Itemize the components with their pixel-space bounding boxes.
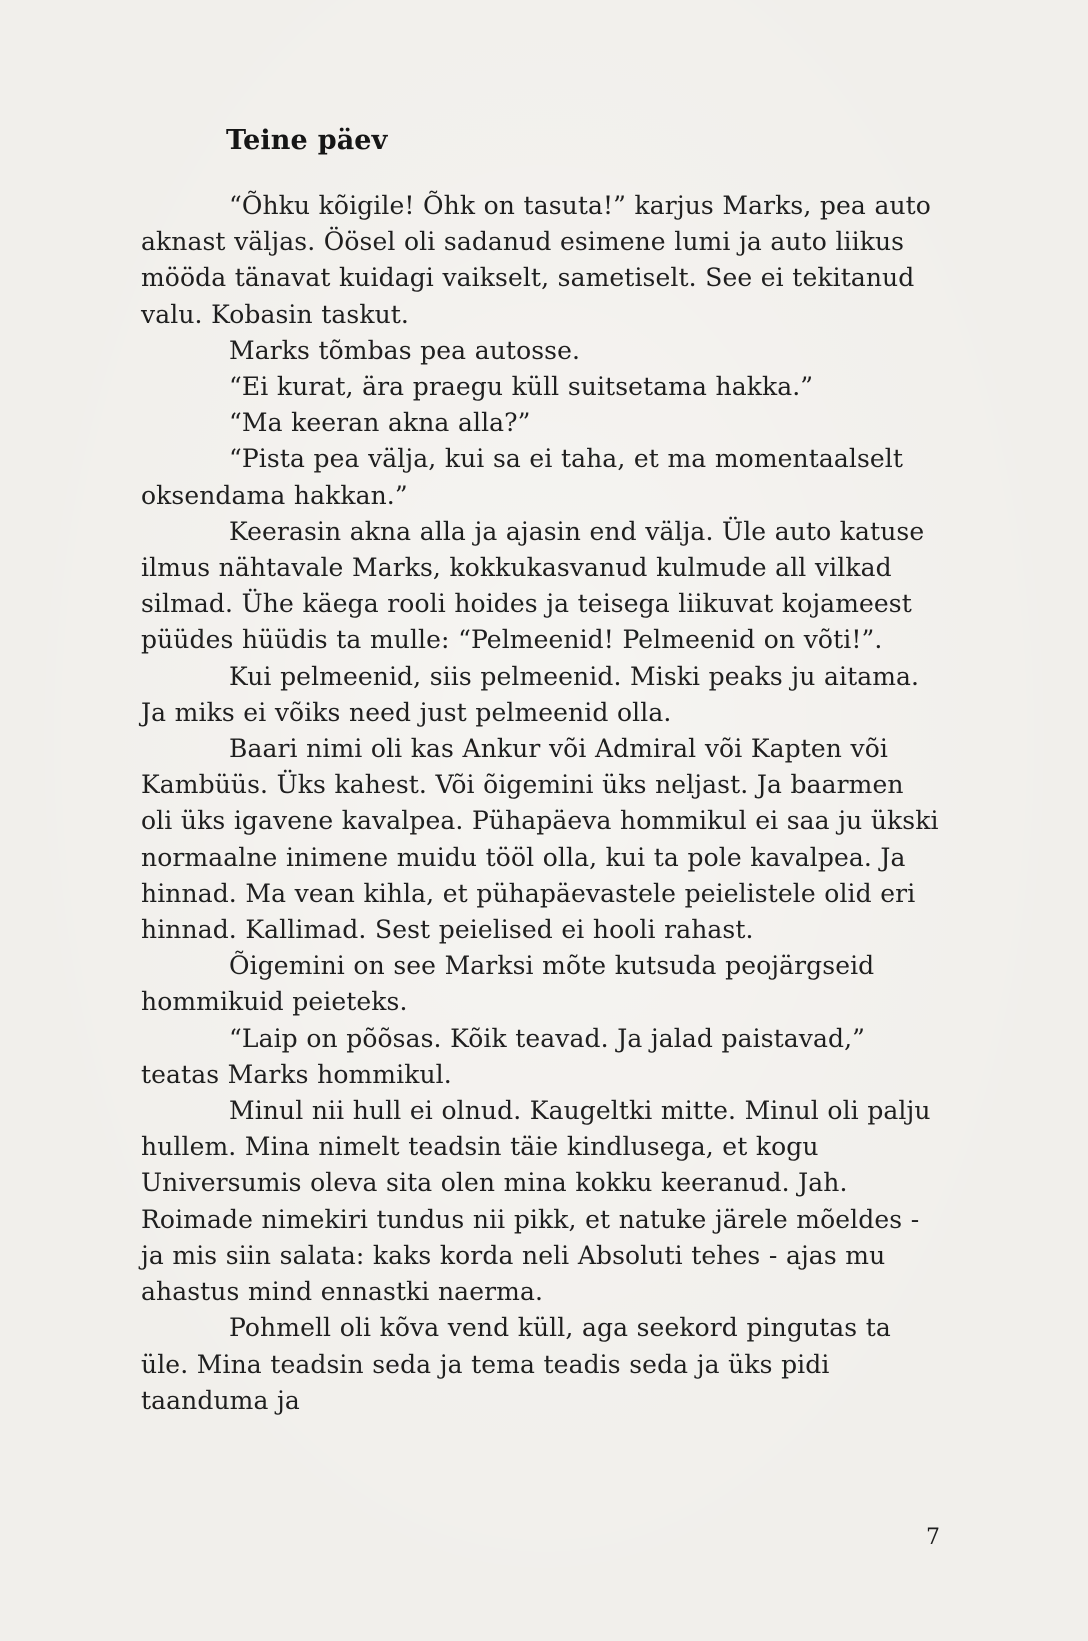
paragraph-6: Keerasin akna alla ja ajasin end välja. Üle auto katuse ilmus nähtavale Marks, kokkukasvanud kulmude all vilkad silmad. Ühe käega rooli hoides ja teisega liikuvat kojameest püüdes hüüdis ta mulle: “Pelmeenid! Pelmeenid on võti!”. xyxy=(141,516,925,655)
paragraph-12: Pohmell oli kõva vend küll, aga seekord pingutas ta üle. Mina teadsin seda ja tema teadis seda ja üks pidi taanduma ja xyxy=(141,1313,891,1415)
paragraph-7: Kui pelmeenid, siis pelmeenid. Miski peaks ju aitama. Ja miks ei võiks need just pelmeenid olla. xyxy=(141,661,920,727)
paragraph-5: “Pista pea välja, kui sa ei taha, et ma momentaalselt oksendama hakkan.” xyxy=(141,444,904,510)
paragraph-10: “Laip on põõsas. Kõik teavad. Ja jalad paistavad,” teatas Marks hommikul. xyxy=(141,1023,866,1089)
paragraph-2: Marks tõmbas pea autosse. xyxy=(229,335,581,365)
page-number: 7 xyxy=(926,1525,940,1550)
chapter-title: Teine päev xyxy=(226,125,388,156)
paragraph-1: “Õhku kõigile! Õhk on tasuta!” karjus Marks, pea auto aknast väljas. Öösel oli sadanud esimene lumi ja auto liikus mööda tänavat kuidagi vaikselt, sametiselt. See ei tekitanud valu. Kobasin taskut. xyxy=(141,191,931,329)
body-text xyxy=(141,188,941,1419)
page-content xyxy=(141,124,941,1419)
paragraph-4: “Ma keeran akna alla?” xyxy=(229,408,531,438)
paragraph-3: “Ei kurat, ära praegu küll suitsetama hakka.” xyxy=(229,372,814,402)
paragraph-9: Õigemini on see Marksi mõte kutsuda peojärgseid hommikuid peieteks. xyxy=(141,951,875,1017)
paragraph-11: Minul nii hull ei olnud. Kaugeltki mitte. Minul oli palju hullem. Mina nimelt teadsin täie kindlusega, et kogu Universumis oleva sita olen mina kokku keeranud. Jah. Roimade nimekiri tundus nii pikk, et natuke järele mõeldes - ja mis siin salata: kaks korda neli Absoluti tehes - ajas mu ahastus mind ennastki naerma. xyxy=(141,1096,931,1307)
paragraph-8: Baari nimi oli kas Ankur või Admiral või Kapten või Kambüüs. Üks kahest. Või õigemini üks neljast. Ja baarmen oli üks igavene kavalpea. Pühapäeva hommikul ei saa ju ükski normaalne inimene muidu tööl olla, kui ta pole kavalpea. Ja hinnad. Ma vean kihla, et pühapäevastele peielistele olid eri hinnad. Kallimad. Sest peielised ei hooli rahast. xyxy=(141,734,939,945)
